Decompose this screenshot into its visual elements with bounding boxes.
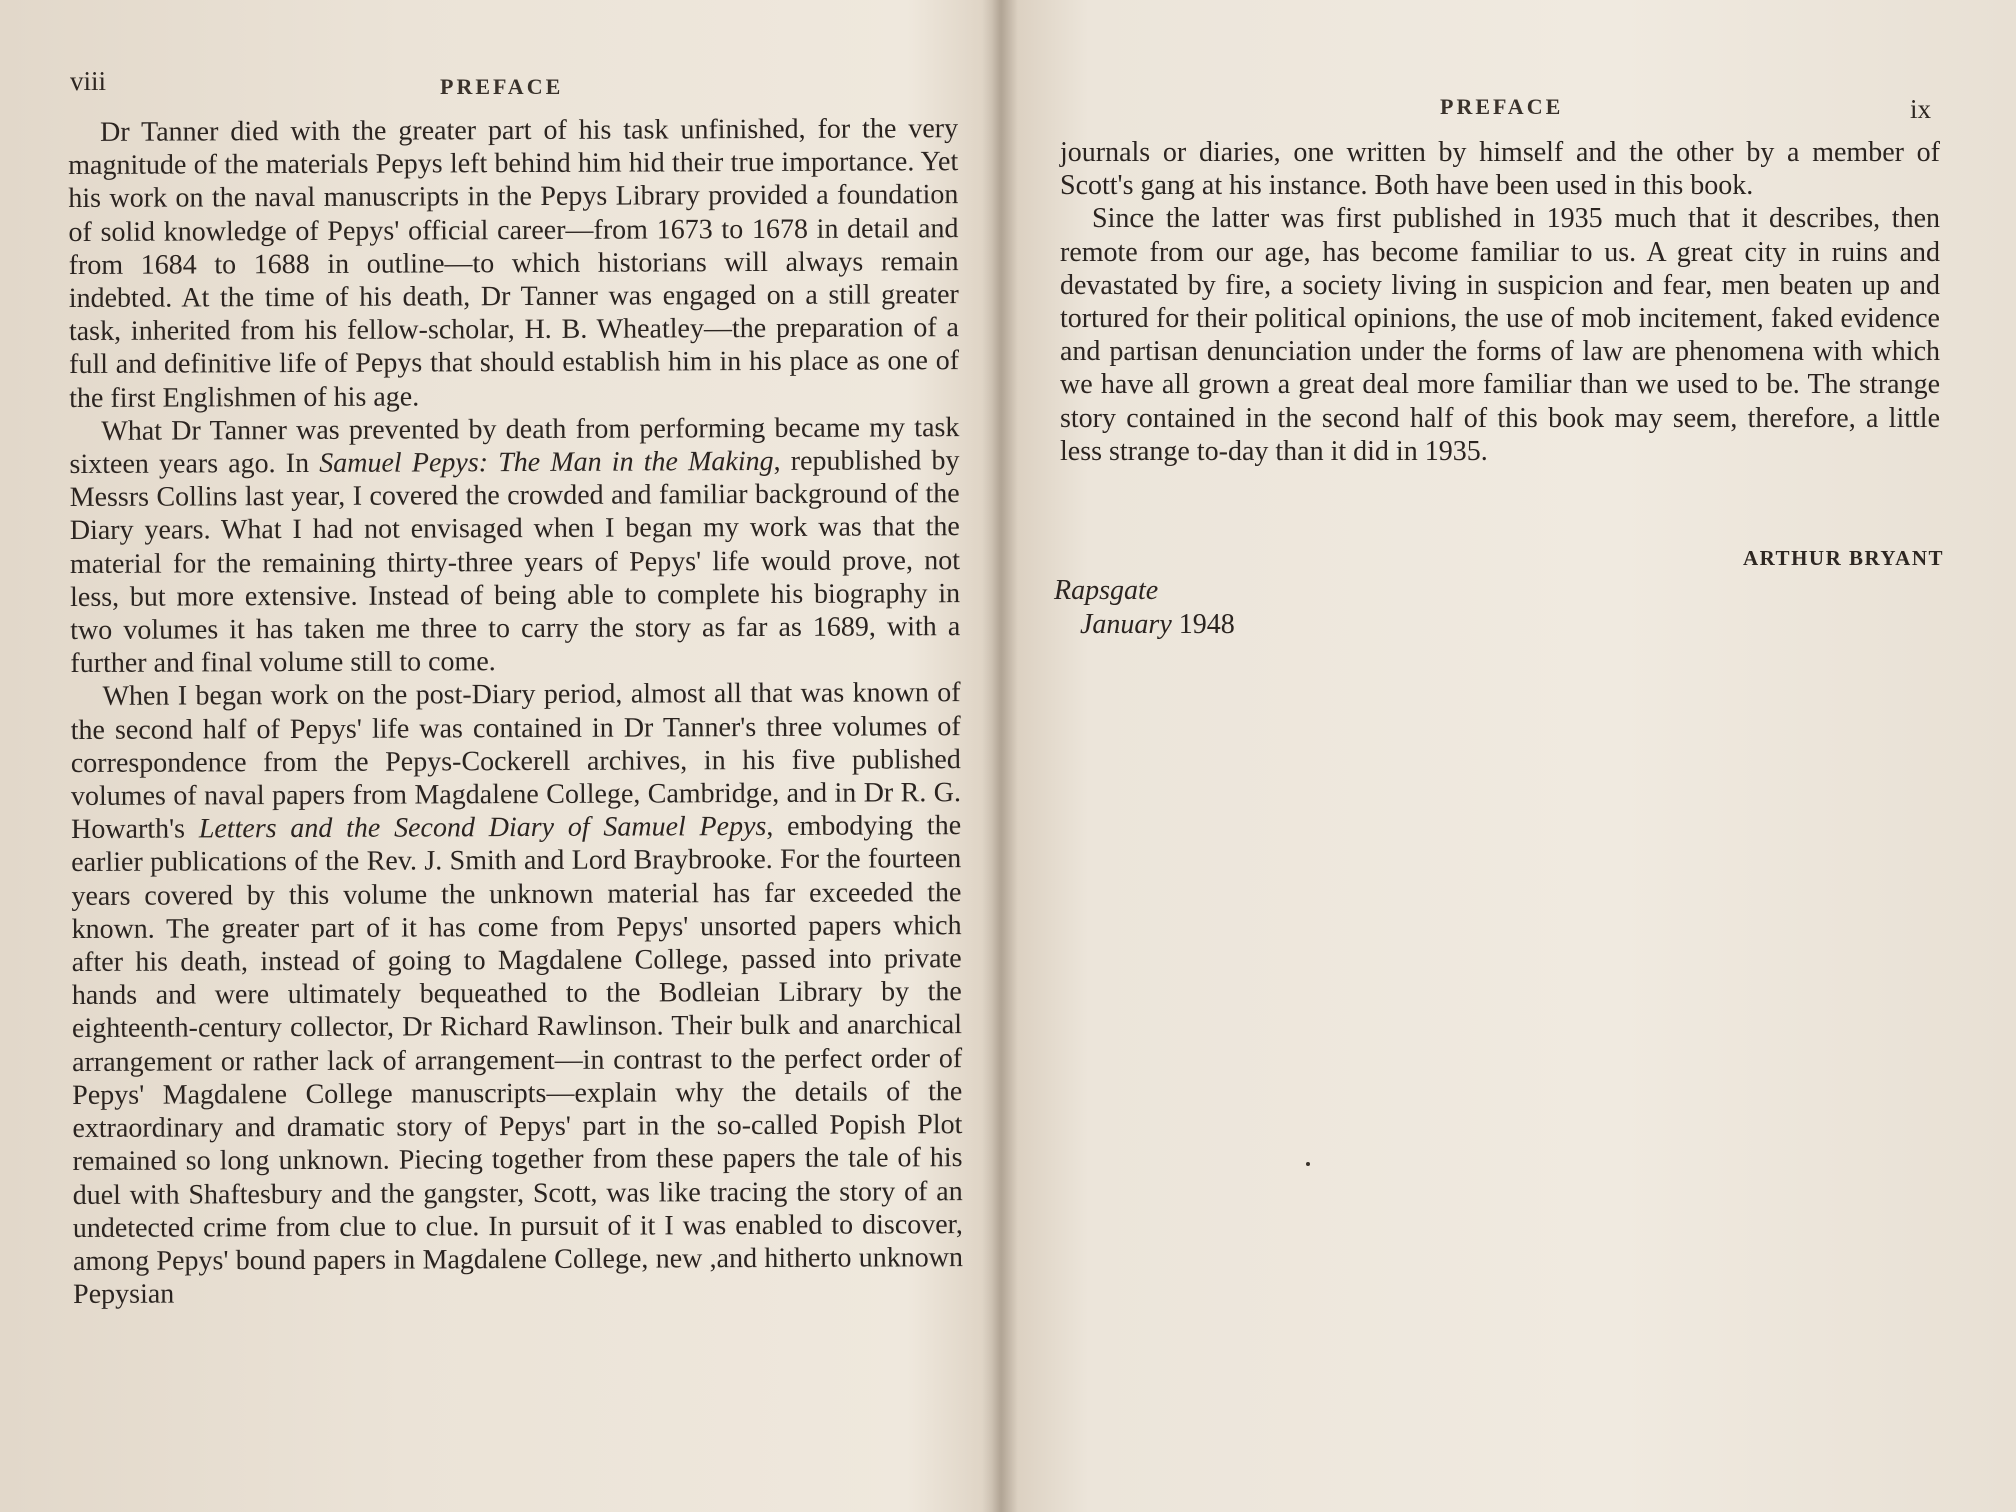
paragraph-1: Dr Tanner died with the greater part of his task unfinished, for the very magnitude of the materials Pepys left behind him hid their true importance. Yet his work on the naval manuscripts in the Pepys Library provided a foundation of solid knowledge of Pepys' official career—from 1673 to 1678 in detail and from 1684 to 1688 in outline—to which historians will always remain indebted. At the time of his death, Dr Tanner was engaged on a still greater task, inherited from his fellow-scholar, H. B. Wheatley—the preparation of a full and definitive life of Pepys that should establish him in his place as one of the first Englishmen of his age.: [68, 113, 960, 414]
paragraph-continued: journals or diaries, one written by himself and the other by a member of Scott's gang at his instance. Both have been used in this book.: [1060, 137, 1940, 202]
date-line: [1054, 608, 1235, 642]
paragraph-final: Since the latter was first published in 1935 much that it describes, then remote from our age, has become familiar to us. A great city in ruins and devastated by fire, a society living in suspicion and fear, men beaten up and tortured for their political opinions, the use of mob incitement, faked evidence and partisan denunciation under the forms of law are phenomena with which we have all grown a great deal more familiar than we used to be. The strange story contained in the second half of this book may seem, therefore, a little less strange to-day than it did in 1935.: [1060, 203, 1940, 467]
paragraph-2: [69, 411, 960, 681]
right-page-body: [1060, 136, 1940, 468]
right-page: [1010, 0, 2016, 1512]
paragraph-3-text-a: When I began work on the post-Diary period, almost all that was known of the second half of Pepys' life was contained in Dr Tanner's three volumes of correspondence from the Pepys-Cockerell archives, in his five published volumes of naval papers from Magdalene College, Cambridge, and in Dr R. G. Howarth's: [70, 677, 962, 846]
left-page-number: viii: [70, 66, 107, 96]
date-month: January: [1080, 609, 1172, 640]
book-title-man-in-the-making: Samuel Pepys: The Man in the Making: [319, 445, 774, 479]
paragraph-3-text-b: , embodying the earlier publications of the Rev. J. Smith and Lord Braybrooke. For the fourteen years covered by this volume the unknown material has far exceeded the known. The greater part of it has come from Pepys' unsorted papers which after his death, instead of going to Magdalene College, passed into private hands and were ultimately bequeathed to the Bodleian Library by the eighteenth-century collector, Dr Richard Rawlinson. Their bulk and anarchical arrangement or rather lack of arrangement—in contrast to the perfect order of Pepys' Magdalene College manuscripts—explain why the details of the extraordinary and dramatic story of Pepys' part in the so-called Popish Plot remained so long unknown. Piecing together from these papers the tale of his duel with Shaftesbury and the gangster, Scott, was like tracing the story of an undetected crime from clue to clue. In pursuit of it I was enabled to discover, among Pepys' bound papers in Magdalene College, new ,and hitherto unknown Pepysian: [71, 810, 964, 1311]
left-page-body: [68, 112, 963, 1311]
paper-speck: [1306, 1162, 1310, 1166]
right-running-head: PREFACE: [1440, 94, 1564, 119]
left-page: [0, 0, 990, 1512]
date-year: 1948: [1178, 609, 1235, 640]
book-title-letters-second-diary: Letters and the Second Diary of Samuel Pepys: [198, 811, 767, 845]
paragraph-2-text-a: What Dr Tanner was prevented by death from performing became my task sixteen years ago. In: [69, 411, 960, 481]
place-and-date: [1054, 574, 1235, 642]
left-running-head: PREFACE: [440, 74, 564, 99]
paragraph-3: [70, 677, 963, 1312]
paragraph-2-text-b: , republished by Messrs Collins last year, I covered the crowded and familiar background of the Diary years. What I had not envisaged when I began my work was that the material for the remaining thirty-three years of Pepys' life would prove, not less, but more extensive. Instead of being able to complete his biography in two volumes it has taken me three to carry the story as far as 1689, with a further and final volume still to come.: [69, 445, 961, 680]
place-name: Rapsgate: [1054, 575, 1159, 606]
right-page-number: ix: [1910, 94, 1932, 124]
author-signature: ARTHUR BRYANT: [1742, 546, 1944, 570]
